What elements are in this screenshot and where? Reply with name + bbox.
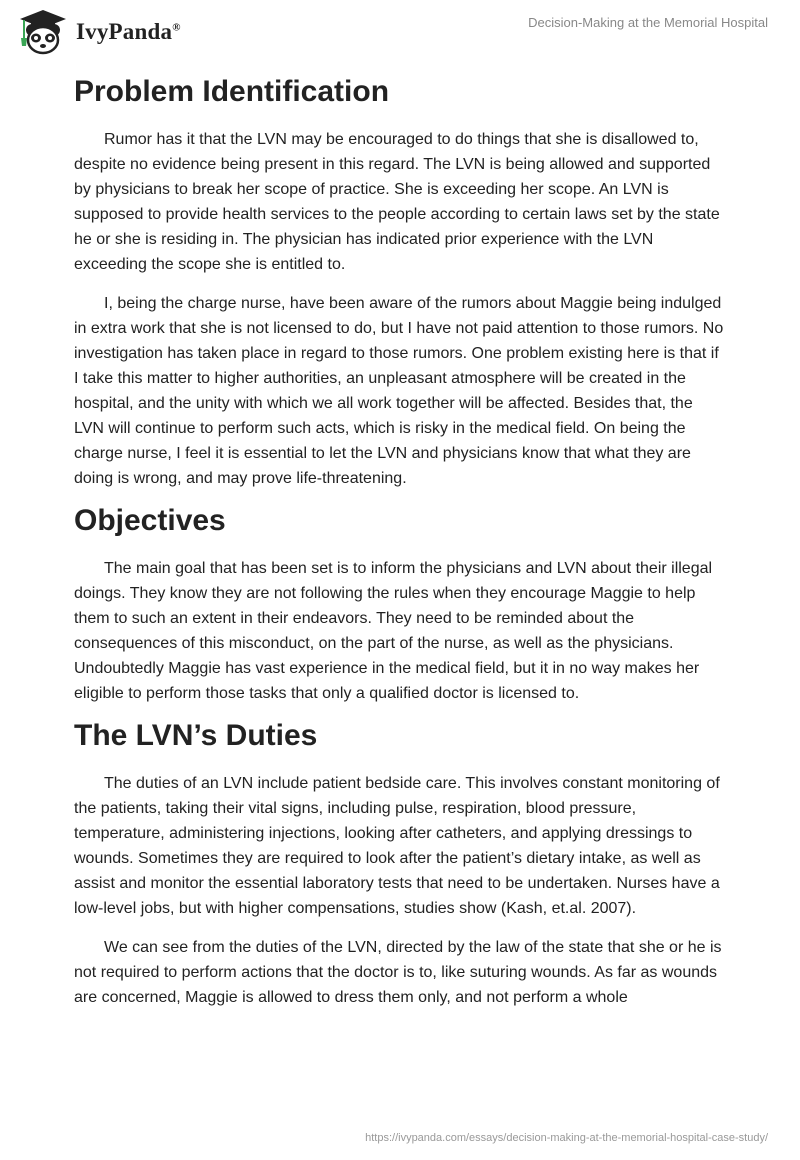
paragraph: The main goal that has been set is to inform the physicians and LVN about their illegal doings. They know they are not following the rules when they encourage Maggie to help them to such an extent in their endeavors. They need to be reminded about the consequences of this misconduct, on the part of the nurse, as well as the physicians. Undoubtedly Maggie has vast experience in the medical field, but it in no way makes her eligible to perform those tasks that only a qualified doctor is licensed to. — [74, 560, 713, 702]
section-heading-lvn-duties: The LVN’s Duties — [74, 719, 318, 752]
panda-graduate-icon — [16, 8, 70, 56]
section-heading-objectives: Objectives — [74, 504, 226, 537]
paragraph: The duties of an LVN include patient bedside care. This involves constant monitoring of the patients, taking their vital signs, including pulse, respiration, blood pressure, temperature, administering injections, looking after catheters, and applying dressings to wounds. Sometimes they are required to look after the patient’s dietary intake, as well as assist and monitor the essential laboratory tests that need to be undertaken. Nurses have a low-level jobs, but with higher compensations, studies show (Kash, et.al. 2007). — [74, 775, 720, 917]
section-heading-problem-identification: Problem Identification — [74, 75, 390, 108]
logo-wordmark: IvyPanda® — [76, 19, 181, 44]
paragraph: I, being the charge nurse, have been aware of the rumors about Maggie being indulged in extra work that she is not licensed to do, but I have not paid attention to those rumors. No investigation has taken place in regard to those rumors. One problem existing here is that if I take this matter to higher authorities, an unpleasant atmosphere will be created in the hospital, and the unity with which we all work together will be affected. Besides that, the LVN will continue to perform such acts, which is risky in the medical field. On being the charge nurse, I feel it is essential to let the LVN and physicians know that what they are doing is wrong, and may prove life-threatening. — [74, 295, 724, 487]
document-title: Decision-Making at the Memorial Hospital — [528, 15, 768, 30]
paragraph: Rumor has it that the LVN may be encouraged to do things that she is disallowed to, despite no evidence being present in this regard. The LVN is being allowed and supported by physicians to break her scope of practice. She is exceeding her scope. An LVN is supposed to provide health services to the people according to certain laws set by the state he or she is residing in. The physician has indicated prior experience with the LVN exceeding the scope she is entitled to. — [74, 131, 720, 273]
essay-body — [74, 70, 726, 1010]
source-url-link[interactable]: https://ivypanda.com/essays/decision-making-at-the-memorial-hospital-case-study/ — [365, 1132, 768, 1144]
ivypanda-logo[interactable] — [16, 8, 181, 56]
paragraph: We can see from the duties of the LVN, directed by the law of the state that she or he is not required to perform actions that the doctor is to, like suturing wounds. As far as wounds are concerned, Maggie is allowed to dress them only, and not perform a whole — [74, 939, 722, 1006]
page-header — [0, 0, 800, 64]
